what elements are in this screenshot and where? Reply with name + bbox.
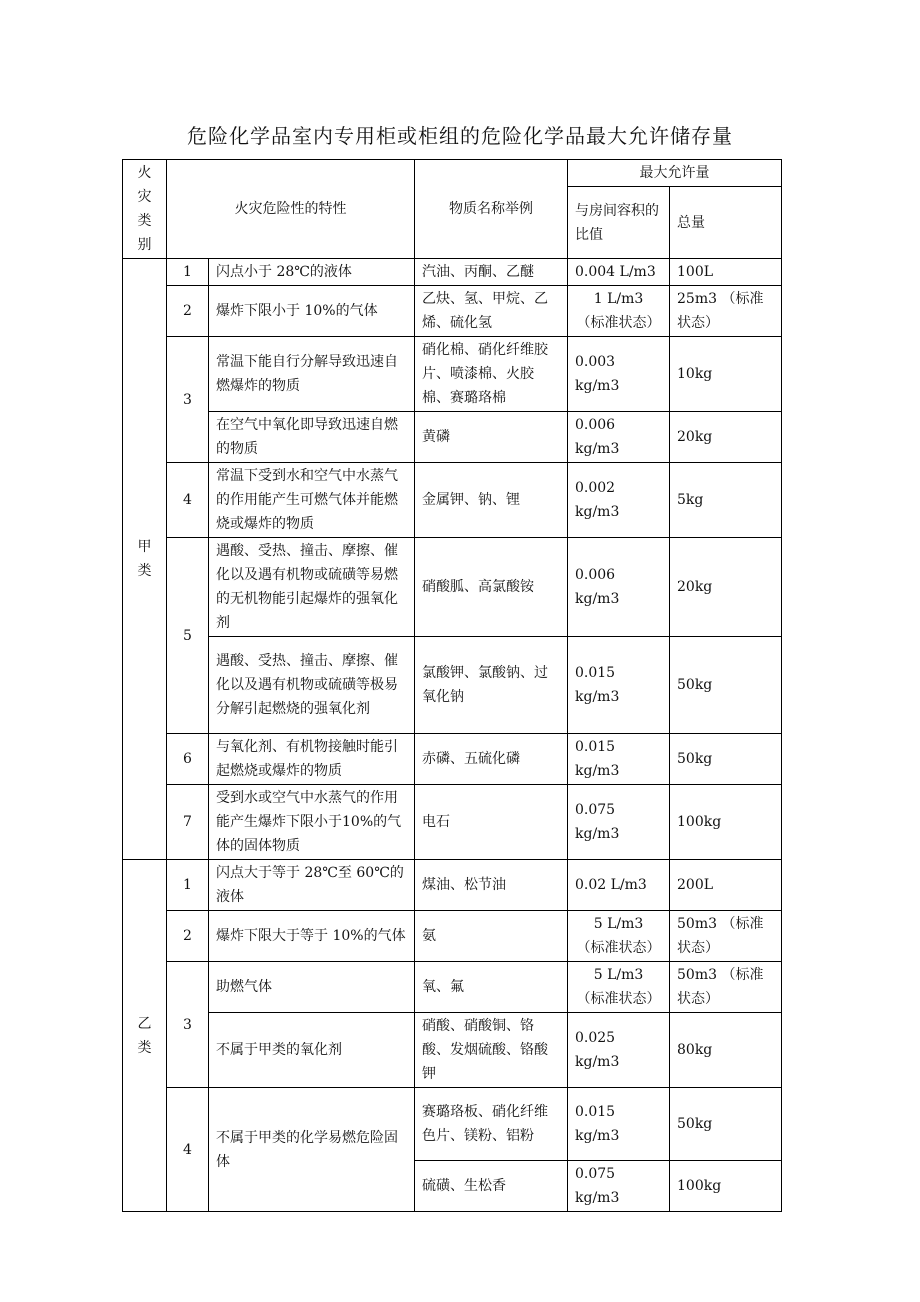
ratio-value: 0.015 kg/m3 xyxy=(568,1088,670,1161)
total-value: 50m3 （标准状态） xyxy=(670,962,782,1013)
hazard-feature: 常温下受到水和空气中水蒸气的作用能产生可燃气体并能燃烧或爆炸的物质 xyxy=(209,463,415,538)
total-value: 80kg xyxy=(670,1013,782,1088)
ratio-value: 0.015 kg/m3 xyxy=(568,637,670,734)
substance-example: 赤磷、五硫化磷 xyxy=(415,734,568,785)
substance-example: 氨 xyxy=(415,911,568,962)
row-number: 5 xyxy=(167,538,209,734)
ratio-value: 1 L/m3 （标准状态） xyxy=(568,286,670,337)
total-value: 100L xyxy=(670,259,782,286)
table-row xyxy=(123,463,782,538)
hazard-feature: 遇酸、受热、撞击、摩擦、催化以及遇有机物或硫磺等易燃的无机物能引起爆炸的强氧化剂 xyxy=(209,538,415,637)
table-row xyxy=(123,1013,782,1088)
hazard-feature: 爆炸下限小于 10%的气体 xyxy=(209,286,415,337)
ratio-value: 0.006 kg/m3 xyxy=(568,412,670,463)
row-number: 4 xyxy=(167,1088,209,1212)
table-row xyxy=(123,785,782,860)
ratio-value: 0.003 kg/m3 xyxy=(568,337,670,412)
row-number: 4 xyxy=(167,463,209,538)
fire-class-jia xyxy=(123,259,167,860)
hazard-feature: 助燃气体 xyxy=(209,962,415,1013)
ratio-value: 0.025 kg/m3 xyxy=(568,1013,670,1088)
storage-limit-table xyxy=(122,159,782,1212)
row-number: 3 xyxy=(167,962,209,1088)
total-value: 20kg xyxy=(670,538,782,637)
ratio-value: 5 L/m3 （标准状态） xyxy=(568,962,670,1013)
hazard-feature: 受到水或空气中水蒸气的作用能产生爆炸下限小于10%的气体的固体物质 xyxy=(209,785,415,860)
document-title: 危险化学品室内专用柜或柜组的危险化学品最大允许储存量 xyxy=(187,124,733,148)
class-label-yi: 乙 类 xyxy=(137,1015,152,1056)
table-row xyxy=(123,412,782,463)
table-row xyxy=(123,337,782,412)
hazard-feature: 不属于甲类的氧化剂 xyxy=(209,1013,415,1088)
ratio-value: 0.004 L/m3 xyxy=(568,259,670,286)
total-value: 10kg xyxy=(670,337,782,412)
total-value: 5kg xyxy=(670,463,782,538)
substance-example: 硝酸、硝酸铜、铬酸、发烟硫酸、铬酸钾 xyxy=(415,1013,568,1088)
row-number: 2 xyxy=(167,911,209,962)
header-hazard-character: 火灾危险性的特性 xyxy=(167,160,415,259)
hazard-feature: 不属于甲类的化学易燃危险固体 xyxy=(209,1088,415,1212)
table-row xyxy=(123,259,782,286)
table-row xyxy=(123,860,782,911)
table-row xyxy=(123,911,782,962)
table-row xyxy=(123,637,782,734)
ratio-value: 0.02 L/m3 xyxy=(568,860,670,911)
total-value: 20kg xyxy=(670,412,782,463)
ratio-value: 0.075 kg/m3 xyxy=(568,785,670,860)
ratio-value: 0.002 kg/m3 xyxy=(568,463,670,538)
row-number: 3 xyxy=(167,337,209,463)
substance-example: 硝酸胍、高氯酸铵 xyxy=(415,538,568,637)
header-total: 总量 xyxy=(670,187,782,259)
total-value: 100kg xyxy=(670,1161,782,1212)
hazard-feature: 闪点大于等于 28℃至 60℃的液体 xyxy=(209,860,415,911)
substance-example: 电石 xyxy=(415,785,568,860)
header-row-1 xyxy=(123,160,782,187)
row-number: 1 xyxy=(167,259,209,286)
table-row xyxy=(123,1088,782,1161)
substance-example: 煤油、松节油 xyxy=(415,860,568,911)
hazard-feature: 常温下能自行分解导致迅速自燃爆炸的物质 xyxy=(209,337,415,412)
hazard-feature: 遇酸、受热、撞击、摩擦、催化以及遇有机物或硫磺等极易分解引起燃烧的强氧化剂 xyxy=(209,637,415,734)
header-ratio-to-room: 与房间容积的比值 xyxy=(568,187,670,259)
total-value: 100kg xyxy=(670,785,782,860)
substance-example: 黄磷 xyxy=(415,412,568,463)
total-value: 50kg xyxy=(670,637,782,734)
total-value: 50m3 （标准状态） xyxy=(670,911,782,962)
fire-class-label: 火 灾 类 别 xyxy=(137,165,152,253)
substance-example: 金属钾、钠、锂 xyxy=(415,463,568,538)
hazard-feature: 与氧化剂、有机物接触时能引起燃烧或爆炸的物质 xyxy=(209,734,415,785)
table-row xyxy=(123,286,782,337)
total-value: 200L xyxy=(670,860,782,911)
header-substance-examples: 物质名称举例 xyxy=(415,160,568,259)
ratio-value: 0.006 kg/m3 xyxy=(568,538,670,637)
total-value: 50kg xyxy=(670,734,782,785)
row-number: 2 xyxy=(167,286,209,337)
table-row xyxy=(123,734,782,785)
class-label-jia: 甲 类 xyxy=(137,539,152,579)
table-row xyxy=(123,538,782,637)
total-value: 25m3 （标准状态） xyxy=(670,286,782,337)
substance-example: 乙炔、氢、甲烷、乙烯、硫化氢 xyxy=(415,286,568,337)
hazard-feature: 闪点小于 28℃的液体 xyxy=(209,259,415,286)
row-number: 7 xyxy=(167,785,209,860)
substance-example: 硫磺、生松香 xyxy=(415,1161,568,1212)
substance-example: 赛璐珞板、硝化纤维色片、镁粉、铝粉 xyxy=(415,1088,568,1161)
substance-example: 氯酸钾、氯酸钠、过氧化钠 xyxy=(415,637,568,734)
header-fire-class xyxy=(123,160,167,259)
row-number: 6 xyxy=(167,734,209,785)
hazard-feature: 在空气中氧化即导致迅速自燃的物质 xyxy=(209,412,415,463)
ratio-value: 5 L/m3 （标准状态） xyxy=(568,911,670,962)
table-row xyxy=(123,962,782,1013)
fire-class-yi xyxy=(123,860,167,1212)
header-max-allowed: 最大允许量 xyxy=(568,160,782,187)
row-number: 1 xyxy=(167,860,209,911)
ratio-value: 0.075 kg/m3 xyxy=(568,1161,670,1212)
total-value: 50kg xyxy=(670,1088,782,1161)
hazard-feature: 爆炸下限大于等于 10%的气体 xyxy=(209,911,415,962)
ratio-value: 0.015 kg/m3 xyxy=(568,734,670,785)
substance-example: 硝化棉、硝化纤维胶片、喷漆棉、火胶棉、赛璐珞棉 xyxy=(415,337,568,412)
substance-example: 氧、氟 xyxy=(415,962,568,1013)
substance-example: 汽油、丙酮、乙醚 xyxy=(415,259,568,286)
